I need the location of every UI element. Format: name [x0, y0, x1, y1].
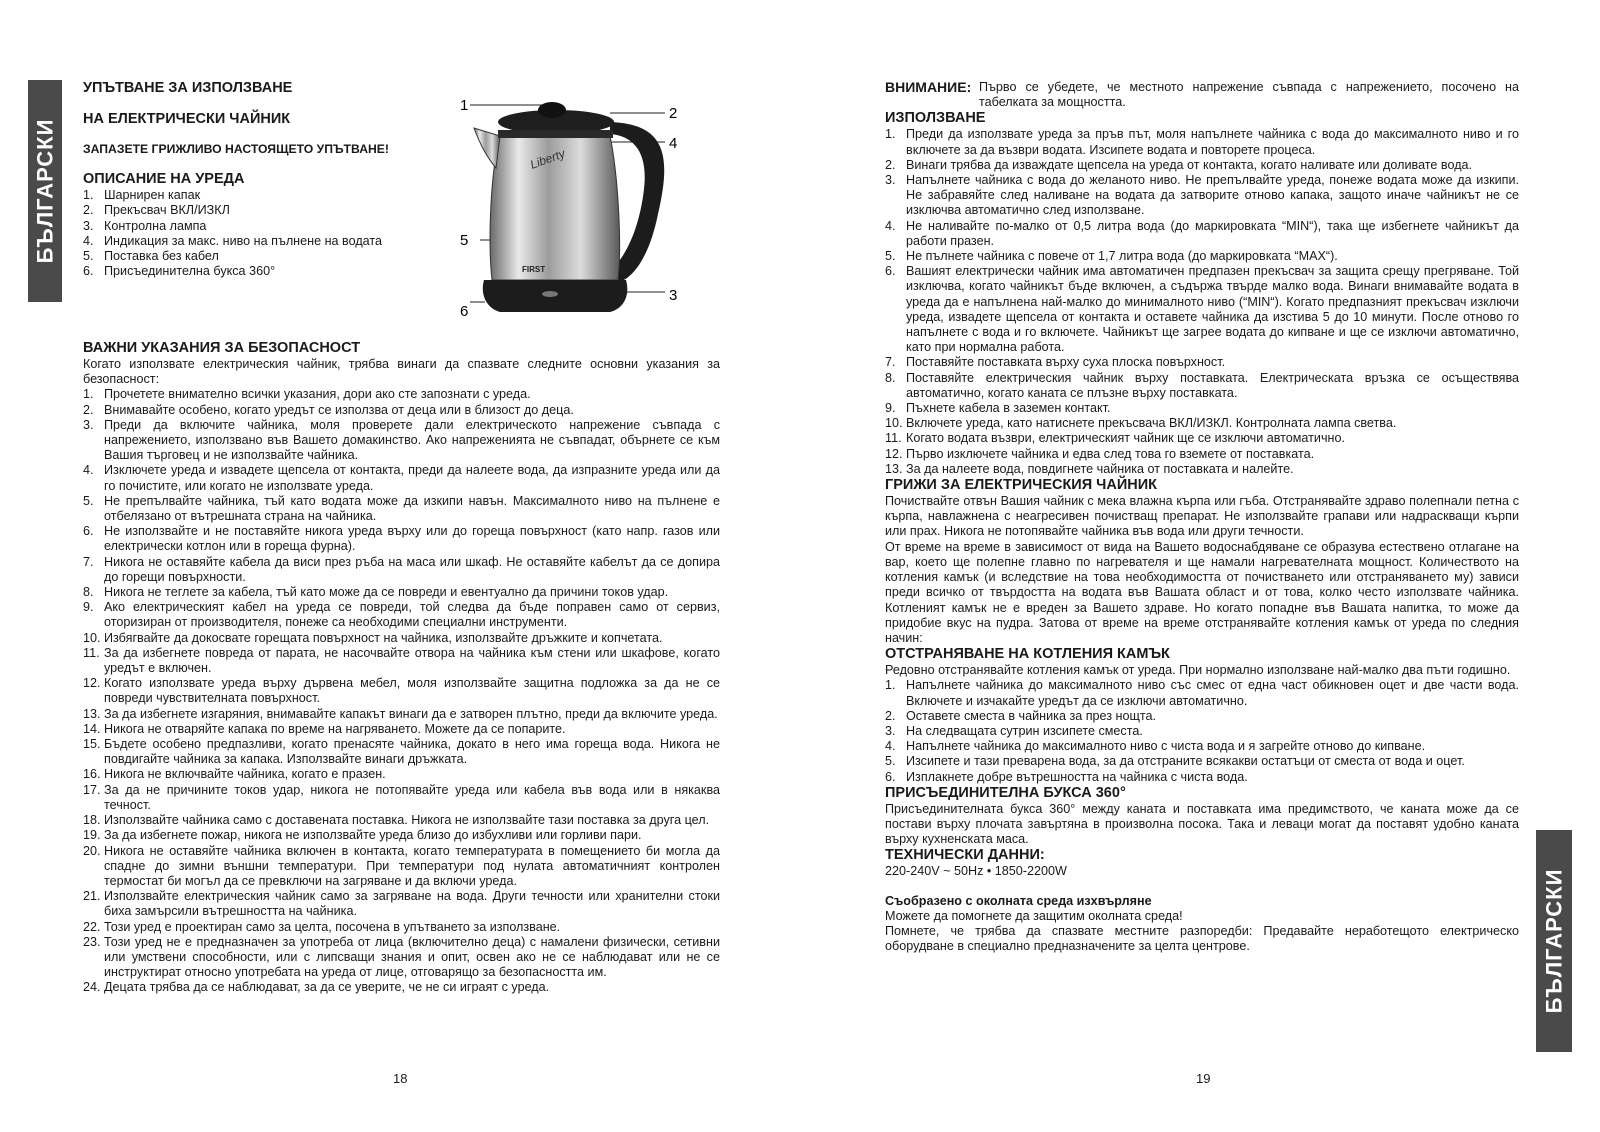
item-number: 17.: [83, 782, 101, 797]
item-text: Не пълнете чайника с повече от 1,7 литра вода (до маркировката “MAX“).: [906, 249, 1338, 264]
item-number: 6.: [83, 524, 94, 539]
list-item: [885, 724, 1519, 739]
descale-heading: ОТСТРАНЯВАНЕ НА КОТЛЕНИЯ КАМЪК: [885, 646, 1170, 663]
item-text: Шарнирен капак: [104, 188, 201, 203]
kettle-script-label: Liberty: [528, 146, 567, 172]
item-number: 2.: [885, 708, 896, 723]
list-item: [83, 631, 720, 646]
item-text: Винаги трябва да изваждате щепсела на уреда от контакта, когато наливате или доливате вода.: [906, 157, 1473, 172]
item-text: Никога не теглете за кабела, тъй като може да се повреди и евентуално да причини токов удар.: [104, 585, 669, 600]
item-number: 6.: [885, 769, 896, 784]
socket-text: Присъединителната букса 360° между каната и поставката има предимството, че каната може да се постави върху плочата завъртяна в произволна посока. Така и леваци могат да поставят удобно каната върху кухненската маса.: [885, 801, 1519, 847]
callout-2: 2: [669, 105, 678, 122]
item-number: 1.: [885, 127, 896, 142]
manual-title-line2: НА ЕЛЕКТРИЧЕСКИ ЧАЙНИК: [83, 111, 291, 127]
list-item: [885, 431, 1519, 446]
list-item: [885, 249, 1519, 264]
warning-label: ВНИМАНИЕ:: [885, 79, 972, 95]
kettle-spout: [474, 128, 500, 168]
list-item: [83, 387, 720, 402]
list-item: [885, 678, 1519, 708]
item-number: 11.: [83, 645, 100, 660]
item-number: 1.: [83, 188, 94, 203]
item-text: Използвайте електрическия чайник само за загряване на вода. Други течности или хранителни стоки биха замърсили вътрешността на чайника.: [104, 889, 720, 919]
item-text: Ако електрическият кабел на уреда се повреди, той следва да бъде поправен само от сервиз, оторизиран от производителя, понеже са необходими специални инструменти.: [104, 600, 720, 630]
list-item: [885, 770, 1519, 785]
item-number: 16.: [83, 767, 101, 782]
list-item: [83, 403, 720, 418]
item-number: 11.: [885, 431, 902, 446]
item-number: 9.: [83, 600, 94, 615]
item-text: Не използвайте и не поставяйте никога уреда върху или до гореща повърхност (като напр. газов или електрически котлон или в гореща фурна).: [104, 524, 720, 554]
item-number: 5.: [885, 249, 896, 264]
descale-intro: Редовно отстранявайте котления камък от уреда. При нормално използване най-малко два пъти годишно.: [885, 663, 1511, 678]
tech-heading: ТЕХНИЧЕСКИ ДАННИ:: [885, 847, 1045, 864]
item-text: Напълнете чайника до максималното ниво със смес от една част обикновен оцет и две части вода. Включете и изчакайте уредът да се изключи автоматично.: [906, 678, 1519, 708]
item-text: На следващата сутрин изсипете сместа.: [906, 723, 1143, 738]
kettle-illustration: [460, 94, 700, 334]
right-page: [885, 80, 1519, 954]
item-text: За да избегнете изгаряния, внимавайте капакът винаги да е затворен плътно, преди да включите уреда.: [104, 706, 718, 721]
item-text: Когато използвате уреда върху дървена мебел, моля използвайте защитна подложка за да не се повреди чувствителната повърхност.: [104, 676, 720, 706]
item-number: 13.: [83, 706, 101, 721]
kettle-brand: FIRST: [522, 265, 546, 274]
safety-intro: Когато използвате електрическия чайник, трябва винаги да спазвате следните основни указания за безопасност:: [83, 357, 720, 387]
kettle-lid-knob: [538, 102, 566, 118]
care-heading: ГРИЖИ ЗА ЕЛЕКТРИЧЕСКИЯ ЧАЙНИК: [885, 477, 1158, 494]
item-number: 21.: [83, 889, 101, 904]
item-number: 9.: [885, 401, 896, 416]
item-number: 10.: [885, 416, 903, 431]
item-number: 4.: [885, 218, 896, 233]
list-item: [83, 813, 720, 828]
list-item: [885, 173, 1519, 219]
item-text: Прекъсвач ВКЛ/ИЗКЛ: [104, 203, 230, 218]
list-item: [83, 264, 443, 279]
item-number: 24.: [83, 980, 101, 995]
item-text: Включете уреда, като натиснете прекъсвача ВКЛ/ИЗКЛ. Контролната лампа светва.: [906, 416, 1397, 431]
list-item: [83, 203, 443, 218]
list-item: [83, 920, 720, 935]
list-item: [885, 709, 1519, 724]
list-item: [83, 418, 720, 464]
language-tab-left: [28, 80, 62, 302]
item-number: 6.: [885, 264, 896, 279]
list-item: [83, 935, 720, 981]
list-item: [885, 127, 1519, 157]
item-text: Внимавайте особено, когато уредът се използва от деца или в близост до деца.: [104, 402, 574, 417]
item-number: 3.: [83, 417, 94, 432]
list-item: [83, 980, 720, 995]
list-item: [83, 494, 720, 524]
list-item: [83, 188, 443, 203]
item-number: 12.: [83, 676, 101, 691]
language-tab-label: БЪЛГАРСКИ: [1541, 868, 1566, 1014]
list-item: [83, 676, 720, 706]
item-text: Никога не оставяйте кабела да виси през ръба на маса или шкаф. Не оставяйте кабелът да се допира до горещи повърхности.: [104, 554, 720, 584]
item-number: 8.: [83, 585, 94, 600]
item-text: Изключете уреда и извадете щепсела от контакта, преди да налеете вода, да изпразните уреда или да го почистите, или когато не използвате уреда.: [104, 463, 720, 493]
item-number: 3.: [885, 173, 896, 188]
item-text: Този уред е проектиран само за целта, посочена в упътването за използване.: [104, 919, 561, 934]
item-number: 1.: [83, 387, 94, 402]
list-item: [83, 722, 720, 737]
item-text: За да избегнете пожар, никога не използвайте уреда близо до избухливи или горливи пари.: [104, 828, 642, 843]
socket-heading: ПРИСЪЕДИНИТЕЛНА БУКСА 360°: [885, 784, 1126, 801]
item-text: Не наливайте по-малко от 0,5 литра вода (до маркировката “MIN“), така ще избегнете чайникът да работи празен.: [906, 218, 1519, 248]
item-text: Изплакнете добре вътрешността на чайника с чиста вода.: [906, 769, 1248, 784]
list-item: [83, 646, 720, 676]
page-number-right: 19: [1196, 1071, 1211, 1086]
description-heading: ОПИСАНИЕ НА УРЕДА: [83, 171, 245, 188]
item-text: Оставете сместа в чайника за през нощта.: [906, 708, 1156, 723]
left-page-safety: [83, 340, 720, 996]
list-item: [885, 462, 1519, 477]
keep-notice: ЗАПАЗЕТЕ ГРИЖЛИВО НАСТОЯЩЕТО УПЪТВАНЕ!: [83, 142, 389, 156]
list-item: [83, 249, 443, 264]
list-item: [885, 416, 1519, 431]
item-number: 1.: [885, 678, 896, 693]
list-item: [83, 707, 720, 722]
list-item: [885, 264, 1519, 355]
item-number: 13.: [885, 461, 903, 476]
item-number: 4.: [83, 463, 94, 478]
item-number: 12.: [885, 446, 903, 461]
descale-list: [885, 678, 1519, 784]
item-number: 6.: [83, 264, 94, 279]
item-number: 7.: [83, 554, 94, 569]
item-text: Поставяйте поставката върху суха плоска повърхност.: [906, 355, 1226, 370]
item-number: 3.: [83, 218, 94, 233]
item-number: 2.: [83, 203, 94, 218]
description-list: [83, 188, 443, 279]
list-item: [83, 234, 443, 249]
list-item: [83, 767, 720, 782]
list-item: [83, 524, 720, 554]
item-text: Индикация за макс. ниво на пълнене на водата: [104, 233, 383, 248]
list-item: [83, 585, 720, 600]
care-paragraph-1: Почиствайте отвън Вашия чайник с мека влажна кърпа или гъба. Отстранявайте здраво полепнали петна с кърпа, навлажнена с неагресивен почистващ препарат. Не използвайте грапави или надраскващи кърпи или прах. Никога не потопявайте чайника във вода или други течности.: [885, 494, 1519, 539]
eco-line-2: Помнете, че трябва да спазвате местните разпоредби: Предавайте неработещото електрическо оборудване в специално предназначените за целта центрове.: [885, 923, 1519, 954]
item-text: Първо изключете чайника и едва след това го вземете от поставката.: [906, 446, 1315, 461]
language-tab-right: [1536, 830, 1572, 1052]
item-number: 15.: [83, 737, 101, 752]
item-text: Този уред не е предназначен за употреба от лица (включително деца) с намалени физически, сетивни или умствени способности, или с липсващи знания и опит, освен ако не се наблюдават или не се инструктират относно употребата на уреда от лице, отговарящо за безопасността им.: [104, 934, 720, 980]
indicator-lamp: [542, 291, 558, 297]
callout-4: 4: [669, 135, 678, 152]
item-number: 4.: [885, 739, 896, 754]
item-number: 23.: [83, 934, 101, 949]
list-item: [83, 844, 720, 890]
item-text: Изсипете и тази преварена вода, за да отстраните всякакви остатъци от сместа от вода и оцет.: [906, 754, 1465, 769]
item-text: Преди да включите чайника, моля проверете дали електрическото напрежение съвпада с напрежението, използвано във Вашето домакинство. Ако напреженията не съвпадат, обърнете се към Вашия търговец и не използвайте чайника.: [104, 417, 720, 463]
tech-value: 220-240V ~ 50Hz • 1850-2200W: [885, 864, 1067, 879]
item-text: Избягвайте да докосвате горещата повърхност на чайника, използвайте дръжките и копчетата.: [104, 630, 663, 645]
item-text: Никога не отваряйте капака по време на нагряването. Можете да се попарите.: [104, 721, 566, 736]
item-text: Децата трябва да се наблюдават, за да се уверите, че не си играят с уреда.: [104, 980, 550, 995]
item-text: Поставка без кабел: [104, 249, 219, 264]
item-text: Контролна лампа: [104, 218, 207, 233]
manual-title-line1: УПЪТВАНЕ ЗА ИЗПОЛЗВАНЕ: [83, 80, 293, 96]
item-text: Никога не включвайте чайника, когато е празен.: [104, 767, 386, 782]
language-tab-label: БЪЛГАРСКИ: [32, 118, 57, 264]
list-item: [885, 739, 1519, 754]
care-paragraph-2: От време на време в зависимост от вида на Вашето водоснабдяване се образува естествено отлагане на вар, което ще полепне главно по нагревателя и ще намали нагревателната мощност. Количеството на котления камък (и вследствие на това необходимостта от почистването или отстраняването му) зависи преди всичко от твърдостта на водата във Вашата област и от това, колко често използвате чайника. Котленият камък не е вреден за Вашето здраве. Но когато попадне във Вашата напитка, то може да придобие вкус на пудра. Затова от време на време отстранявайте котления камък от уреда по следния начин:: [885, 539, 1519, 645]
page-number-left: 18: [393, 1071, 408, 1086]
item-number: 5.: [885, 754, 896, 769]
item-number: 10.: [83, 630, 101, 645]
list-item: [83, 555, 720, 585]
callout-5: 5: [460, 232, 469, 249]
item-text: Пъхнете кабела в заземен контакт.: [906, 401, 1111, 416]
callout-6: 6: [460, 303, 469, 320]
safety-heading: ВАЖНИ УКАЗАНИЯ ЗА БЕЗОПАСНОСТ: [83, 340, 361, 356]
usage-list: [885, 127, 1519, 477]
item-number: 2.: [83, 402, 94, 417]
item-text: Използвайте чайника само с доставената поставка. Никога не използвайте тази поставка за друга цел.: [104, 813, 710, 828]
list-item: [885, 219, 1519, 249]
callout-3: 3: [669, 287, 678, 304]
list-item: [885, 371, 1519, 401]
list-item: [83, 219, 443, 234]
item-text: Напълнете чайника с вода до желаното ниво. Не препълвайте уреда, понеже водата може да изкипи. Не забравяйте след наливане на водата да затворите отново капака, защото иначе чайникът не се изключва автоматично след използване.: [906, 173, 1519, 218]
list-item: [83, 783, 720, 813]
item-text: Не препълвайте чайника, тъй като водата може да изкипи навън. Максималното ниво на пълнене е отбелязано от вътрешната страна на чайника.: [104, 493, 720, 524]
item-text: Прочетете внимателно всички указания, дори ако сте запознати с уреда.: [104, 387, 531, 402]
item-text: Преди да използвате уреда за пръв път, моля напълнете чайника с вода до максималното ниво и го включете за да възври водата. Изсипете водата и повторете процеса.: [906, 127, 1519, 157]
list-item: [83, 600, 720, 630]
eco-heading: Съобразено с околната среда изхвърляне: [885, 893, 1152, 908]
usage-heading: ИЗПОЛЗВАНЕ: [885, 110, 986, 127]
list-item: [885, 355, 1519, 370]
item-number: 22.: [83, 919, 101, 934]
item-text: За да не причините токов удар, никога не потопявайте уреда или кабела във вода или в някаква течност.: [104, 782, 720, 812]
list-item: [83, 737, 720, 767]
item-number: 2.: [885, 157, 896, 172]
list-item: [83, 889, 720, 919]
eco-line-1: Можете да помогнете да защитим околната среда!: [885, 908, 1183, 923]
list-item: [885, 447, 1519, 462]
item-text: Поставяйте електрическия чайник върху поставката. Електрическата връзка се осъществява автоматично, когато каната се плъзне върху поставката.: [906, 370, 1519, 400]
item-number: 5.: [83, 493, 94, 508]
item-number: 4.: [83, 233, 94, 248]
item-text: Никога не оставяйте чайника включен в контакта, когато температурата в помещението би могла да спадне до зимни външни температури. При температури под нулата автоматичният контролен термостат би могъл да се превключи на загряване и да включи уреда.: [104, 843, 720, 888]
item-text: За да избегнете повреда от парата, не насочвайте отвора на чайника към стени или шкафове, когато уредът е включен.: [104, 645, 720, 676]
item-text: Когато водата възври, електрическият чайник ще се изключи автоматично.: [906, 431, 1345, 446]
item-text: Вашият електрически чайник има автоматичен предпазен прекъсвач за защита срещу прегряване. Той изключва, когато чайникът бъде включен, а съдържа твърде малко вода. Винаги внимавайте водата в уреда да е напълнена най-малко до минималното ниво (“MIN“). Когато предпазният прекъсвач изключи уреда, извадете щепсела от контакта и оставете чайника да изстива 5 до 10 минути. После отново го напълнете с вода и го включете. Чайникът ще загрее водата до кипване и ще се изключи автоматично, като при нормална работа.: [906, 264, 1519, 355]
item-number: 14.: [83, 721, 101, 736]
item-number: 19.: [83, 828, 101, 843]
item-number: 3.: [885, 723, 896, 738]
item-text: Присъединителна букса 360°: [104, 264, 276, 279]
item-number: 18.: [83, 813, 101, 828]
item-text: За да налеете вода, повдигнете чайника от поставката и налейте.: [906, 461, 1294, 476]
list-item: [885, 401, 1519, 416]
item-number: 8.: [885, 370, 896, 385]
list-item: [885, 158, 1519, 173]
safety-list: [83, 387, 720, 995]
callout-1: 1: [460, 97, 469, 114]
item-text: Напълнете чайника до максималното ниво с чиста вода и я загрейте отново до кипване.: [906, 739, 1426, 754]
list-item: [83, 463, 720, 493]
item-text: Бъдете особено предпазливи, когато пренасяте чайника, докато в него има гореща вода. Никога не повдигайте чайника за капака. Използвайте винаги дръжката.: [104, 737, 720, 767]
item-number: 7.: [885, 355, 896, 370]
list-item: [83, 828, 720, 843]
warning-text: Първо се убедете, че местното напрежение съвпада с напрежението, посочено на табелката за мощността.: [979, 80, 1519, 110]
list-item: [885, 754, 1519, 769]
item-number: 5.: [83, 249, 94, 264]
left-page-header: [83, 80, 443, 279]
item-number: 20.: [83, 843, 101, 858]
warning-block: [885, 80, 1519, 110]
